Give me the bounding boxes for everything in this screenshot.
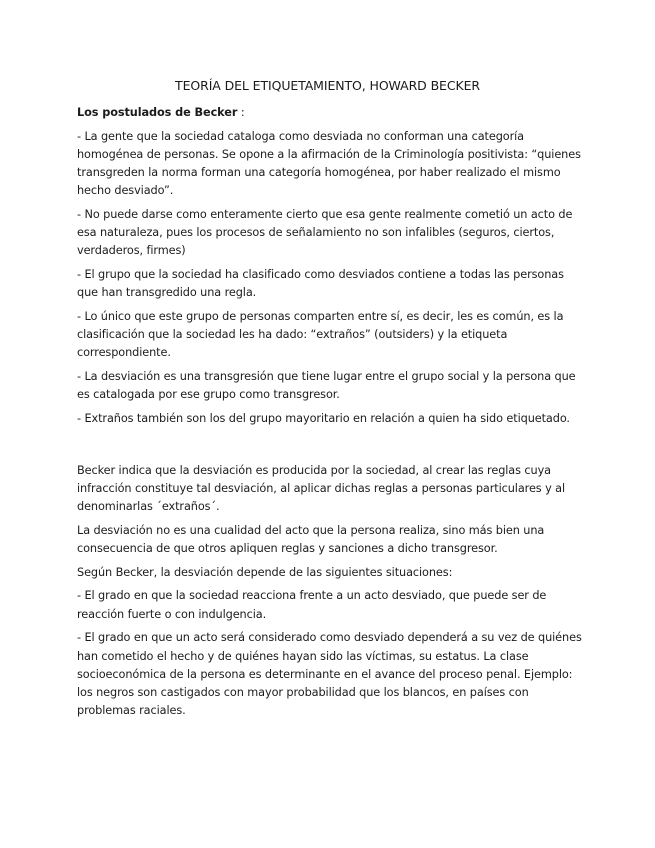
section-heading [77, 104, 583, 122]
postulate-paragraph: - No puede darse como enteramente cierto que esa gente realmente cometió un acto de esa naturaleza, pues los procesos de señalamiento no son infalibles (seguros, ciertos, verdaderos, firmes) [77, 208, 573, 258]
section-spacer [77, 434, 583, 462]
document-title: TEORÍA DEL ETIQUETAMIENTO, HOWARD BECKER [175, 78, 480, 93]
postulate-paragraph: - Extraños también son los del grupo mayoritario en relación a quien ha sido etiquetado. [77, 412, 570, 426]
body-paragraph: Según Becker, la desviación depende de las siguientes situaciones: [77, 565, 453, 579]
postulate-paragraph: - La desviación es una transgresión que tiene lugar entre el grupo social y la persona que es catalogada por ese grupo como transgresor. [77, 370, 576, 402]
section-heading-colon: : [237, 106, 245, 119]
body-paragraph: La desviación no es una cualidad del acto que la persona realiza, sino más bien una consecuencia de que otros apliquen reglas y sanciones a dicho transgresor. [77, 523, 545, 556]
body-paragraph: Becker indica que la desviación es producida por la sociedad, al crear las reglas cuya infracción constituye tal desviación, al aplicar dichas reglas a personas particulares y al denominarlas ´extraños´. [77, 463, 566, 514]
body-paragraph: - El grado en que un acto será considerado como desviado dependerá a su vez de quiénes han cometido el hecho y de quiénes hayan sido las víctimas, su estatus. La clase socioeconómica de la persona es determinante en el avance del proceso penal. Ejemplo: los negros son castigados con mayor probabilidad que los blancos, en países con problemas raciales. [77, 631, 582, 718]
postulate-paragraph: - Lo único que este grupo de personas comparten entre sí, es decir, les es común, es la clasificación que la sociedad les ha dado: “extraños” (outsiders) y la etiqueta correspondiente. [77, 310, 564, 360]
document-body [77, 104, 583, 726]
body-paragraph: - El grado en que la sociedad reacciona frente a un acto desviado, que puede ser de reacción fuerte o con indulgencia. [77, 589, 547, 621]
postulate-paragraph: - La gente que la sociedad cataloga como desviada no conforman una categoría homogénea de personas. Se opone a la afirmación de la Criminología positivista: “quienes transgreden la norma forman una categoría homogénea, por haber realizado el mismo hecho desviado”. [77, 129, 581, 198]
section-heading-bold: Los postulados de Becker [77, 106, 238, 119]
postulate-paragraph: - El grupo que la sociedad ha clasificado como desviados contiene a todas las personas que han transgredido una regla. [77, 268, 564, 300]
